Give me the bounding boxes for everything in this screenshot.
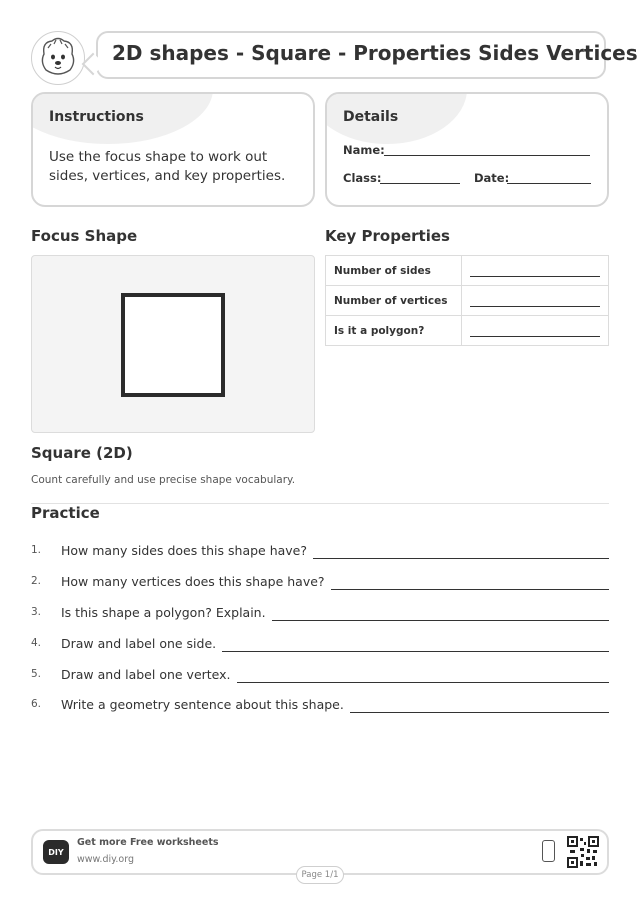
square-shape (121, 293, 225, 397)
question-text: Write a geometry sentence about this shape. (61, 697, 344, 712)
class-field[interactable] (380, 183, 460, 184)
page-number: Page 1/1 (296, 866, 344, 884)
answer-line[interactable] (350, 712, 609, 713)
property-label: Number of sides (326, 256, 462, 286)
answer-line[interactable] (272, 620, 609, 621)
focus-shape-heading: Focus Shape (31, 227, 138, 245)
qr-code-icon[interactable] (567, 836, 599, 868)
date-field[interactable] (507, 183, 591, 184)
answer-line[interactable] (237, 682, 609, 683)
practice-question (31, 601, 609, 621)
practice-question (31, 632, 609, 652)
details-card (325, 92, 609, 207)
instructions-card (31, 92, 315, 207)
answer-line[interactable] (313, 558, 609, 559)
page-title: 2D shapes - Square - Properties Sides Vertices (112, 41, 638, 65)
property-label: Number of vertices (326, 286, 462, 316)
answer-line[interactable] (470, 336, 600, 337)
name-field[interactable] (384, 155, 590, 156)
answer-line[interactable] (331, 589, 609, 590)
practice-question (31, 570, 609, 590)
diy-logo-icon[interactable]: DIY (43, 840, 69, 864)
instructions-heading: Instructions (49, 109, 144, 125)
footer-tagline: Get more Free worksheets (77, 837, 219, 848)
question-number: 1. (31, 544, 42, 556)
table-row (326, 316, 609, 346)
question-number: 2. (31, 575, 42, 587)
answer-line[interactable] (470, 306, 600, 307)
shape-name: Square (2D) (31, 444, 133, 462)
property-answer-cell[interactable] (462, 316, 609, 346)
question-number: 6. (31, 698, 42, 710)
question-number: 5. (31, 668, 42, 680)
table-row (326, 256, 609, 286)
mascot-avatar-icon (31, 31, 85, 85)
key-properties-table (325, 255, 609, 346)
name-label: Name: (343, 143, 385, 157)
practice-question (31, 663, 609, 683)
footer-url-link[interactable]: www.diy.org (77, 854, 134, 865)
practice-question (31, 693, 609, 713)
class-label: Class: (343, 171, 382, 185)
property-answer-cell[interactable] (462, 256, 609, 286)
question-text: Draw and label one vertex. (61, 667, 231, 682)
question-text: Draw and label one side. (61, 636, 217, 651)
property-label: Is it a polygon? (326, 316, 462, 346)
divider (31, 503, 609, 504)
date-label: Date: (474, 171, 510, 185)
instructions-text: Use the focus shape to work out sides, vertices, and key properties. (49, 149, 286, 184)
question-text: Is this shape a polygon? Explain. (61, 605, 266, 620)
question-number: 4. (31, 637, 42, 649)
question-text: How many vertices does this shape have? (61, 574, 325, 589)
phone-icon (542, 840, 555, 862)
key-properties-heading: Key Properties (325, 227, 450, 245)
practice-heading: Practice (31, 504, 100, 522)
property-answer-cell[interactable] (462, 286, 609, 316)
practice-question (31, 539, 609, 559)
answer-line[interactable] (470, 276, 600, 277)
question-text: How many sides does this shape have? (61, 543, 308, 558)
shape-description: Count carefully and use precise shape vocabulary. (31, 474, 296, 486)
table-row (326, 286, 609, 316)
answer-line[interactable] (222, 651, 609, 652)
details-heading: Details (343, 109, 399, 125)
question-number: 3. (31, 606, 42, 618)
